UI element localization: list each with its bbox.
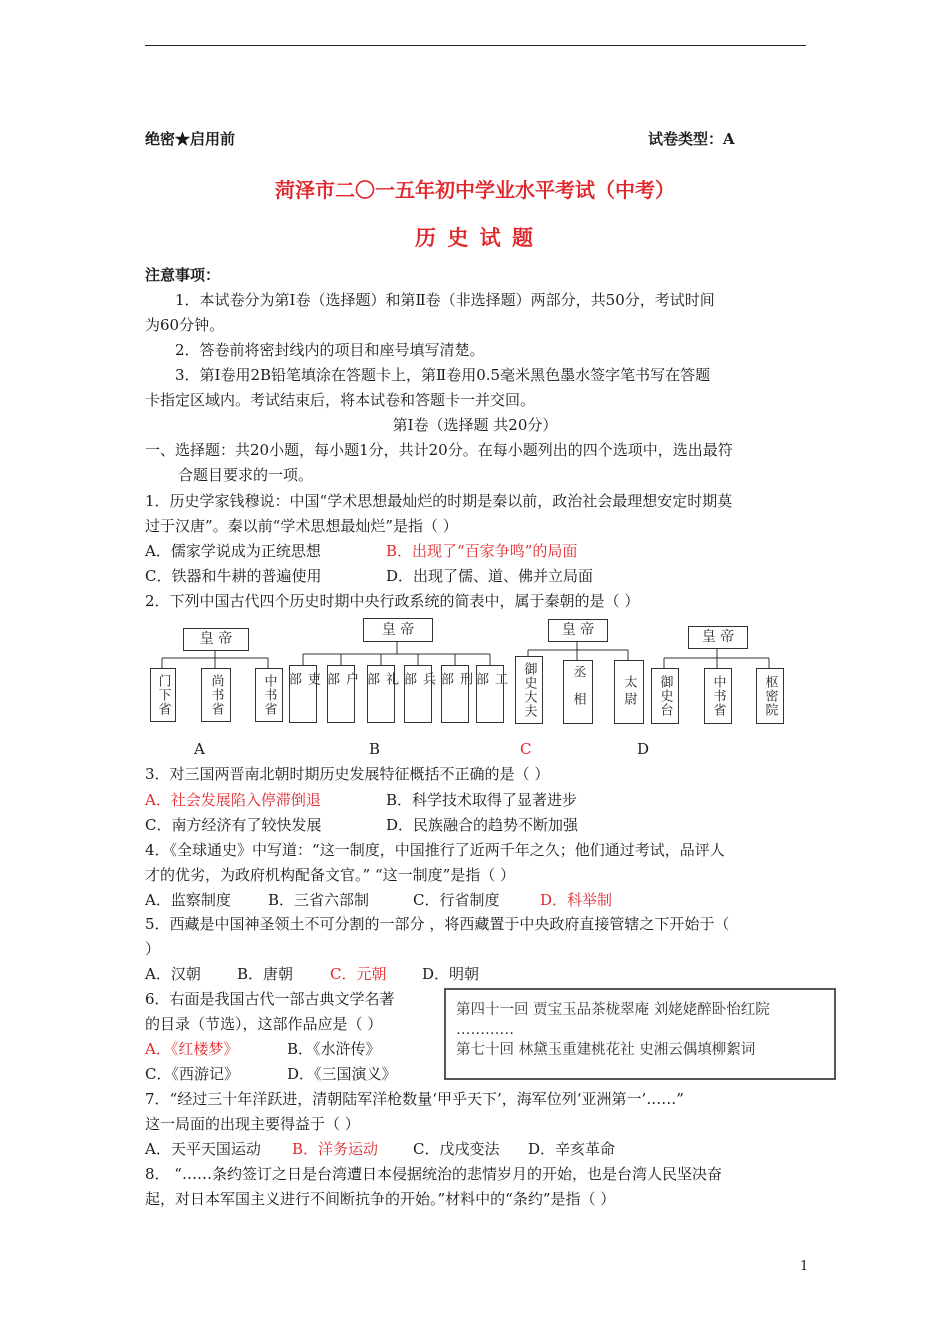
q1-stem-a: 1．历史学家钱穆说：中国“学术思想最灿烂的时期是秦以前，政治社会最理想安定时期莫 — [145, 492, 733, 510]
diagram-c-box-1: 御史大夫 — [515, 656, 543, 724]
toc-ellipsis: ………… — [456, 1022, 514, 1038]
q5-stem-a: 5．西藏是中国神圣领土不可分割的一部分 ，将西藏置于中央政府直接管辖之下开始于（ — [145, 915, 730, 933]
diagram-b-box-5 — [438, 665, 472, 723]
q6-option-b: B．《水浒传》 — [287, 1040, 381, 1058]
diagram-c-box-3: 太尉 — [614, 660, 644, 724]
diagram-b-box-3-label: 礼部 — [364, 672, 398, 695]
secret-label: 绝密★启用前 — [145, 130, 236, 148]
q3-stem: 3．对三国两晋南北朝时期历史发展特征概括不正确的是（ ） — [145, 765, 550, 783]
q1-stem-b: 过于汉唐”。秦以前“学术思想最灿烂”是指（ ） — [145, 517, 458, 535]
q6-stem-b: 的目录（节选），这部作品应是（ ） — [145, 1015, 383, 1033]
q1-option-c: C．铁器和牛耕的普遍使用 — [145, 567, 322, 585]
diagram-label-d: D — [637, 740, 650, 758]
diagram-d-box-1: 御史台 — [651, 668, 679, 724]
diagram-d-box-3: 枢密院 — [756, 668, 784, 724]
diagram-label-c: C — [520, 740, 532, 758]
diagram-b-box-5-label: 刑部 — [438, 672, 472, 695]
diagram-b-box-2 — [324, 665, 358, 723]
diagram-b-box-4-label: 兵部 — [401, 672, 435, 695]
diagram-c-emperor: 皇 帝 — [548, 619, 608, 642]
q8-stem-b: 起，对日本军国主义进行不间断抗争的开始。”材料中的“条约”是指（ ） — [145, 1190, 616, 1208]
toc-entry-70: 第七十回 林黛玉重建桃花社 史湘云偶填柳絮词 — [456, 1042, 756, 1058]
note-1b: 为60分钟。 — [145, 316, 225, 334]
q5-stem-b: ） — [145, 940, 161, 958]
q7-stem-a: 7．“经过三十年洋跃进，清朝陆军洋枪数量‘甲乎天下’，海军位列‘亚洲第一’……” — [145, 1090, 684, 1108]
exam-title: 菏泽市二〇一五年初中学业水平考试（中考） — [275, 178, 675, 202]
q6-stem-a: 6．右面是我国古代一部古典文学名著 — [145, 990, 395, 1008]
note-3a: 3．第Ⅰ卷用2B铅笔填涂在答题卡上，第Ⅱ卷用0.5毫米黑色墨水签字笔书写在答题 — [175, 366, 711, 384]
diagram-b-box-1 — [286, 665, 320, 723]
note-2: 2．答卷前将密封线内的项目和座号填写清楚。 — [175, 341, 485, 359]
diagram-b-box-4 — [401, 665, 435, 723]
diagram-label-b: B — [369, 740, 381, 758]
diagram-c-box-2: 丞相 — [563, 660, 593, 724]
section-title: 第Ⅰ卷（选择题 共20分） — [392, 416, 558, 434]
toc-entry-41: 第四十一回 贾宝玉品茶栊翠庵 刘姥姥醉卧怡红院 — [456, 1002, 770, 1018]
q4-option-b: B．三省六部制 — [268, 891, 370, 909]
q7-stem-b: 这一局面的出现主要得益于（ ） — [145, 1115, 360, 1133]
diagram-d-box-2: 中书省 — [704, 668, 732, 724]
diagram-a-box-2: 尚书省 — [201, 668, 231, 722]
note-1a: 1．本试卷分为第Ⅰ卷（选择题）和第Ⅱ卷（非选择题）两部分，共50分，考试时间 — [175, 291, 715, 309]
diagram-b-box-6-label: 工部 — [473, 672, 507, 695]
q3-option-d: D．民族融合的趋势不断加强 — [386, 816, 579, 834]
notes-heading: 注意事项： — [145, 266, 221, 284]
q1-option-a: A．儒家学说成为正统思想 — [145, 542, 321, 560]
q6-option-a: A．《红楼梦》 — [145, 1040, 239, 1058]
q4-stem-b: 才的优劣，为政府机构配备文官。” “这一制度”是指（ ） — [145, 866, 516, 884]
section-instr-a: 一、选择题：共20小题，每小题1分，共计20分。在每小题列出的四个选项中，选出最符 — [145, 441, 733, 459]
page-number: 1 — [800, 1259, 809, 1274]
paper-type: 试卷类型：A — [648, 130, 735, 148]
diagram-b-box-6 — [473, 665, 507, 723]
q7-option-c: C．戊戌变法 — [413, 1140, 500, 1158]
q3-option-b: B．科学技术取得了显著进步 — [386, 791, 578, 809]
q8-stem-a: 8． “……条约签订之日是台湾遭日本侵据统治的悲情岁月的开始，也是台湾人民坚决奋 — [145, 1165, 722, 1183]
q7-option-a: A．天平天国运动 — [145, 1140, 261, 1158]
subject-title: 历 史 试 题 — [415, 225, 535, 250]
q4-stem-a: 4．《全球通史》中写道：“这一制度，中国推行了近两千年之久；他们通过考试，品评人 — [145, 841, 725, 859]
q6-option-d: D．《三国演义》 — [287, 1065, 397, 1083]
diagram-b-box-3 — [364, 665, 398, 723]
diagram-b-emperor: 皇 帝 — [363, 618, 433, 642]
q3-option-a: A．社会发展陷入停滞倒退 — [145, 791, 321, 809]
novel-table-of-contents — [444, 988, 836, 1080]
q3-option-c: C．南方经济有了较快发展 — [145, 816, 322, 834]
q6-option-c: C．《西游记》 — [145, 1065, 239, 1083]
diagram-label-a: A — [194, 740, 205, 758]
q4-option-c: C．行省制度 — [413, 891, 500, 909]
diagram-d-emperor: 皇 帝 — [688, 626, 748, 649]
section-instr-b: 合题目要求的一项。 — [178, 466, 314, 484]
q7-option-b: B．洋务运动 — [292, 1140, 379, 1158]
diagram-a-box-3: 中书省 — [255, 668, 283, 722]
q5-option-d: D．明朝 — [422, 965, 480, 983]
q5-option-a: A．汉朝 — [145, 965, 201, 983]
q2-stem: 2．下列中国古代四个历史时期中央行政系统的简表中，属于秦朝的是（ ） — [145, 592, 640, 610]
diagram-a-emperor: 皇 帝 — [183, 628, 249, 651]
diagram-b-box-1-label: 吏部 — [286, 672, 320, 695]
q1-option-b: B．出现了“百家争鸣”的局面 — [386, 542, 578, 560]
q1-option-d: D．出现了儒、道、佛并立局面 — [386, 567, 594, 585]
q5-option-b: B．唐朝 — [237, 965, 294, 983]
q4-option-a: A．监察制度 — [145, 891, 231, 909]
q5-option-c: C．元朝 — [330, 965, 387, 983]
q7-option-d: D．辛亥革命 — [528, 1140, 616, 1158]
diagram-b-box-2-label: 户部 — [324, 672, 358, 695]
note-3b: 卡指定区域内。考试结束后，将本试卷和答题卡一并交回。 — [145, 391, 536, 409]
q4-option-d: D．科举制 — [540, 891, 613, 909]
diagram-a-box-1: 门下省 — [150, 668, 176, 722]
